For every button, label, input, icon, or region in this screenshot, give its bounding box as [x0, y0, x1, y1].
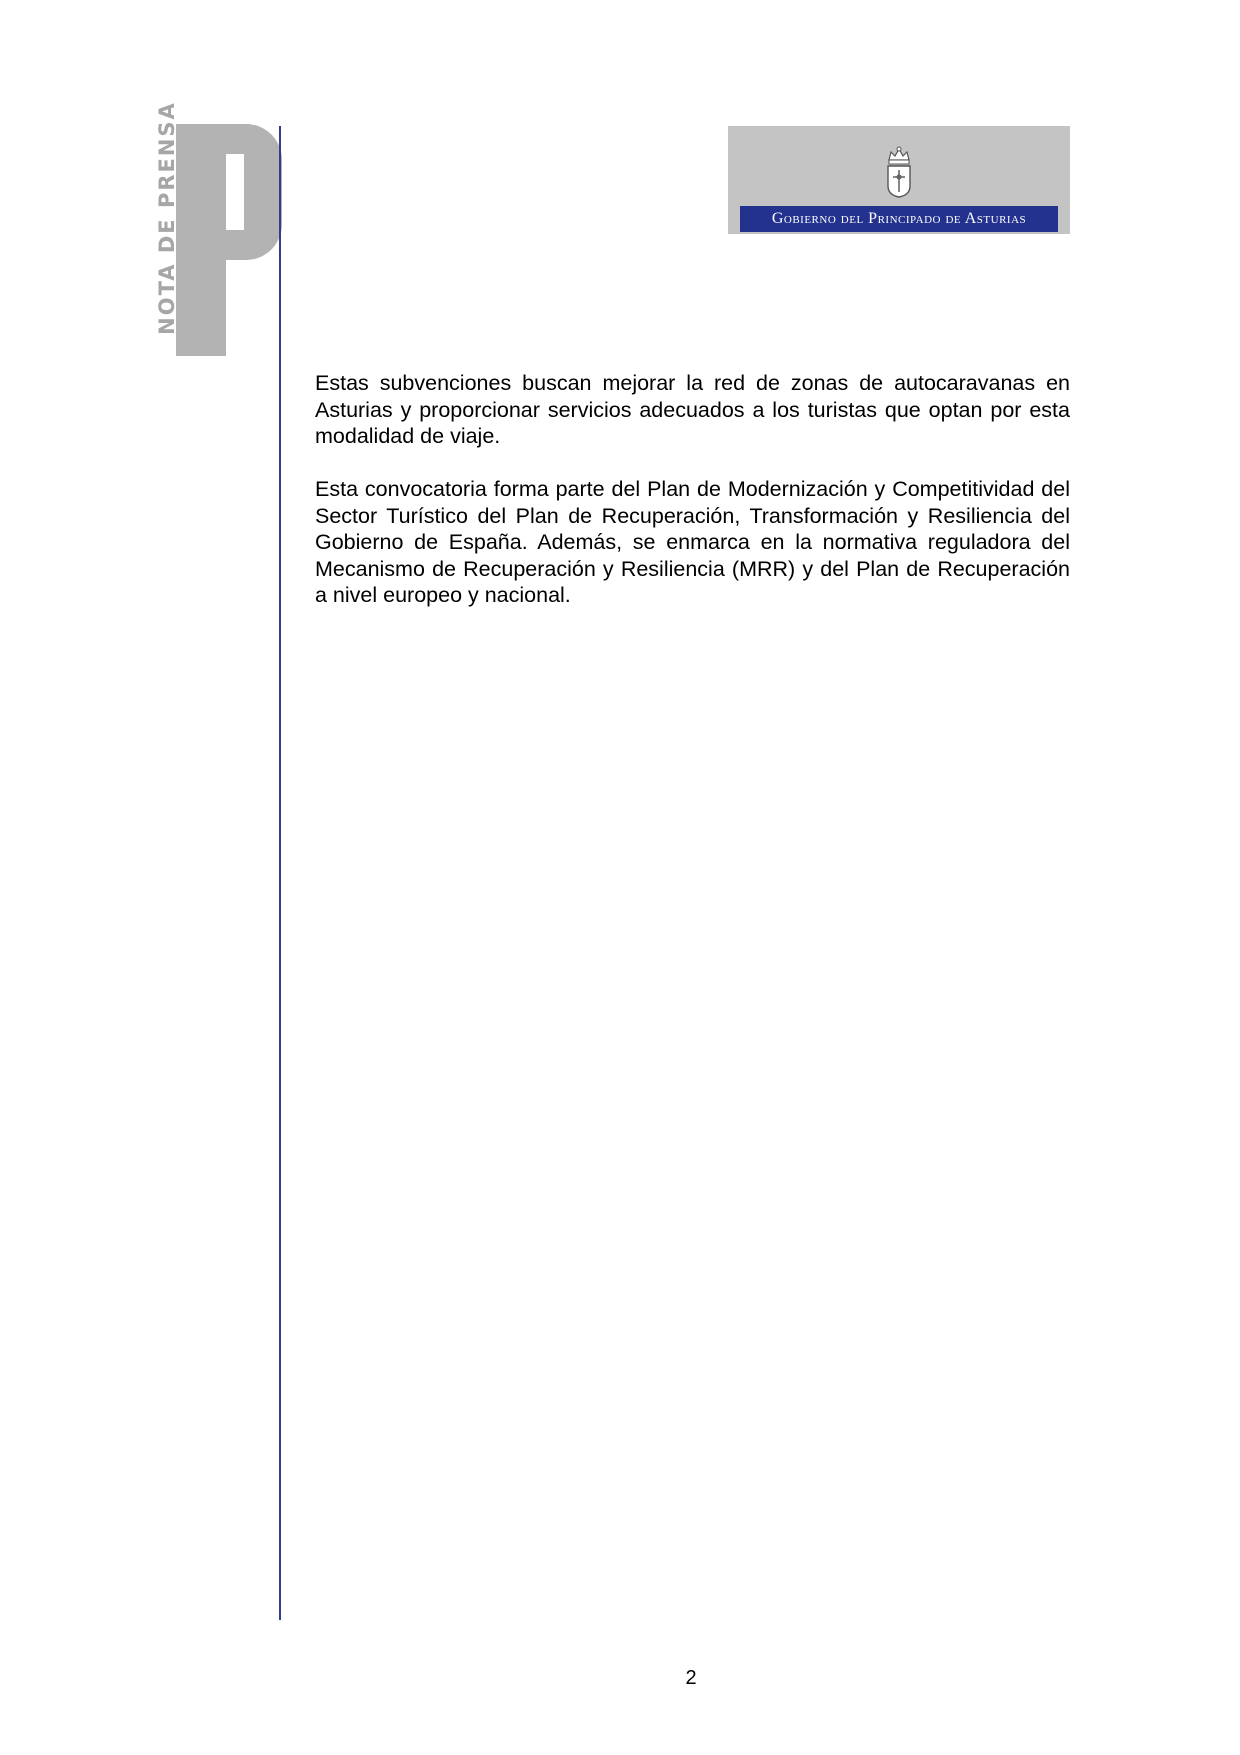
press-release-label-text: NOTA DE PRENSA: [155, 101, 179, 335]
government-logo-text: Gobierno del Principado de Asturias: [740, 206, 1058, 232]
government-logo: [728, 126, 1070, 234]
page-number: 2: [685, 1667, 697, 1689]
body-paragraph: Esta convocatoria forma parte del Plan de Modernización y Competitividad del Sector Turístico del Plan de Recuperación, Transformación y Resiliencia del Gobierno de España. Además, se enmarca en la normativa reguladora del Mecanismo de Recuperación y Resiliencia (MRR) y del Plan de Recuperación a nivel europeo y nacional.: [315, 477, 1070, 607]
body-paragraph: Estas subvenciones buscan mejorar la red de zonas de autocaravanas en Asturias y proporcionar servicios adecuados a los turistas que optan por esta modalidad de viaje.: [315, 371, 1070, 448]
coat-of-arms-icon: [883, 146, 915, 203]
press-release-label: [150, 101, 184, 335]
vertical-divider: [279, 126, 281, 1620]
press-release-body: [315, 370, 1070, 635]
